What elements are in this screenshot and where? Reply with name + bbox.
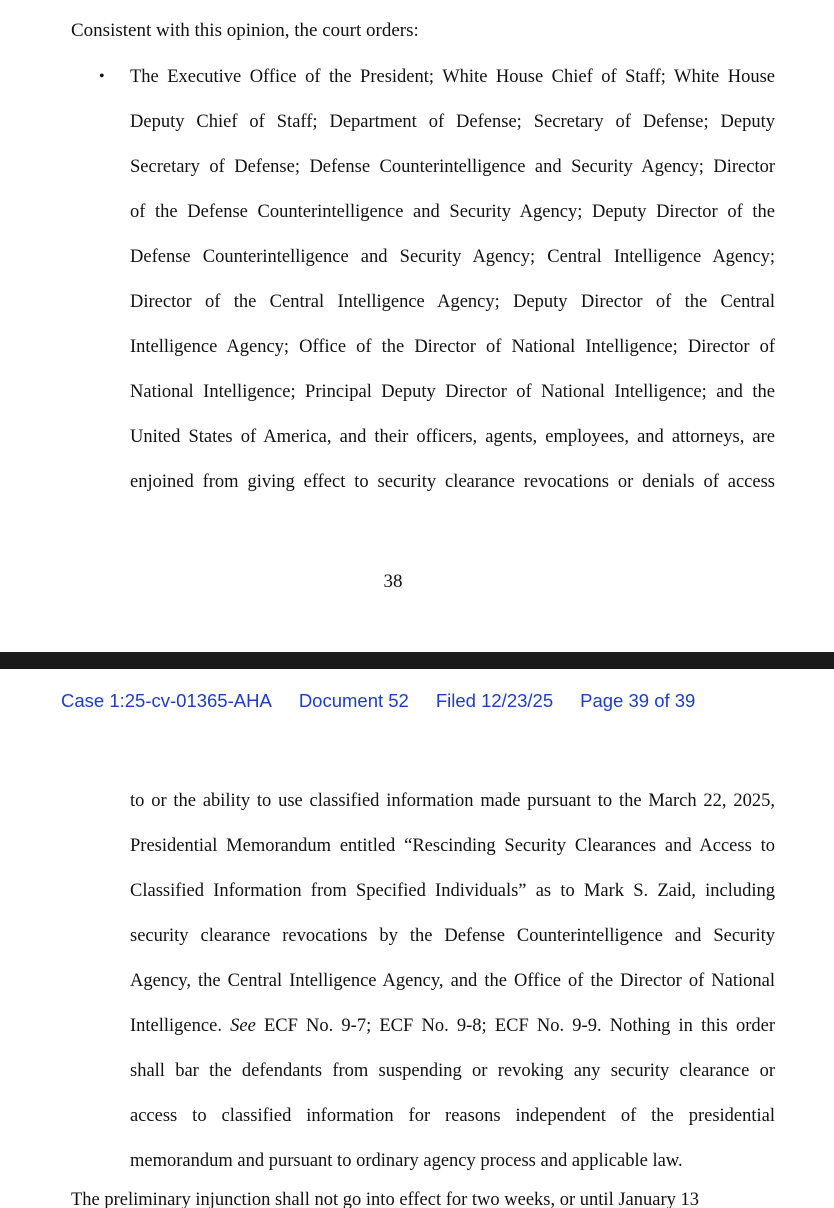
text-line: Intelligence Agency; Office of the Director of National Intelligence; Director of: [130, 337, 775, 357]
text-line: Deputy Chief of Staff; Department of Defense; Secretary of Defense; Deputy: [130, 112, 775, 132]
text-line: memorandum and pursuant to ordinary agency process and applicable law.: [130, 1151, 683, 1171]
text-line: [130, 1014, 775, 1038]
text-line: security clearance revocations by the Defense Counterintelligence and Security: [130, 926, 775, 946]
page-number: 38: [383, 571, 403, 592]
text-line: of the Defense Counterintelligence and Security Agency; Deputy Director of the: [130, 202, 775, 222]
text-segment: ECF No. 9-7; ECF No. 9-8; ECF No. 9-9. Nothing in this order: [255, 1016, 775, 1036]
case-header: [61, 690, 695, 712]
text-line: shall bar the defendants from suspending or revoking any security clearance or: [130, 1061, 775, 1081]
case-number: Case 1:25-cv-01365-AHA: [61, 690, 272, 711]
text-line: Defense Counterintelligence and Security Agency; Central Intelligence Agency;: [130, 247, 775, 267]
page-separator: [0, 652, 834, 669]
bullet-icon: •: [99, 68, 105, 85]
cut-off-text-line: The preliminary injunction shall not go into effect for two weeks, or until January 13: [71, 1190, 699, 1208]
text-segment: Intelligence.: [130, 1016, 231, 1036]
citation-signal: See: [230, 1016, 256, 1036]
document-number: Document 52: [298, 690, 409, 711]
page-count: Page 39 of 39: [580, 690, 696, 711]
text-line: United States of America, and their officers, agents, employees, and attorneys, are: [130, 427, 775, 447]
filed-date: Filed 12/23/25: [435, 690, 554, 711]
order-intro: Consistent with this opinion, the court orders:: [71, 20, 419, 41]
text-line: access to classified information for reasons independent of the presidential: [130, 1106, 775, 1126]
text-line: The Executive Office of the President; White House Chief of Staff; White House: [130, 67, 775, 87]
text-line: Presidential Memorandum entitled “Rescinding Security Clearances and Access to: [130, 836, 775, 856]
text-line: enjoined from giving effect to security clearance revocations or denials of access: [130, 472, 775, 492]
text-line: Classified Information from Specified Individuals” as to Mark S. Zaid, including: [130, 881, 775, 901]
text-line: Secretary of Defense; Defense Counterintelligence and Security Agency; Director: [130, 157, 775, 177]
text-line: National Intelligence; Principal Deputy Director of National Intelligence; and the: [130, 382, 775, 402]
text-line: Director of the Central Intelligence Agency; Deputy Director of the Central: [130, 292, 775, 312]
text-line: Agency, the Central Intelligence Agency, and the Office of the Director of National: [130, 971, 775, 991]
text-line: to or the ability to use classified information made pursuant to the March 22, 2025,: [130, 791, 775, 811]
